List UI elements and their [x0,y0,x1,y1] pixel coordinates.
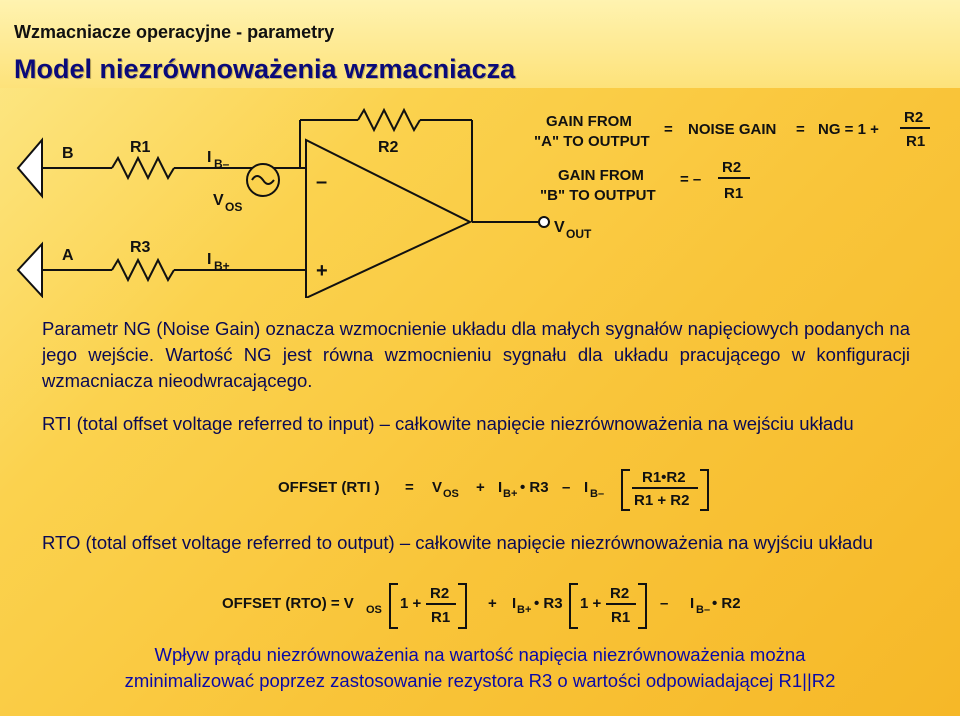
rto-r1a: R1 [431,609,451,626]
opamp-minus: – [316,171,328,193]
rto-lhs: OFFSET (RTO) = V [222,595,354,612]
footer-line2: zminimalizować poprzez zastosowanie rezystora R3 o wartości odpowiadającej R1||R2 [124,670,836,691]
rto-vsub: OS [366,604,382,616]
rto-i1sub: B+ [517,604,532,616]
rto-i2: I [690,595,695,612]
opamp-triangle [306,140,470,298]
label-r1: R1 [130,139,151,156]
vout-terminal [539,217,549,227]
gain-b-eq: = – [680,171,702,188]
rti-formula [0,466,960,516]
label-ib-plus: I [207,251,212,268]
label-b: B [62,145,74,162]
rto-r2a: R2 [430,585,450,602]
rti-plus: + [476,479,485,496]
gain-b-line1: GAIN FROM [558,167,644,184]
rto-formula [0,582,960,632]
rto-one-plus-a: 1 + [400,595,422,612]
footer-line1: Wpływ prądu niezrównoważenia na wartość napięcia niezrównoważenia można [154,644,806,665]
paragraph-noise-gain: Parametr NG (Noise Gain) oznacza wzmocnienie układu dla małych sygnałów napięciowych podanych na jego wejście. Wartość NG jest równa wzmocnieniu sygnału dla układu pracującego w konfiguracji wzmacniacza nieodwracającego. [42,318,910,391]
gain-b-r1: R1 [724,185,744,202]
label-vout: V [554,219,565,236]
rto-r2b: R2 [610,585,630,602]
label-ib-minus: I [207,149,212,166]
resistor-r1 [112,158,174,178]
ng-r2: R2 [904,109,924,126]
rti-vsub: OS [443,488,459,500]
rti-i1sub: B+ [503,488,518,500]
ng-r1: R1 [906,133,926,150]
rti-i2: I [584,479,589,496]
ground-symbol-a [18,244,42,296]
ng-label: NG = 1 + [818,121,879,138]
gain-a-eq2: = [796,121,805,138]
resistor-r2 [358,110,420,130]
rti-i1: I [498,479,503,496]
noise-gain-label: NOISE GAIN [688,121,777,138]
rti-num: R1•R2 [642,469,686,486]
resistor-r3 [112,260,174,280]
slide-supertitle: Wzmacniacze operacyjne - parametry [14,22,335,42]
paragraph-rto: RTO (total offset voltage referred to output) – całkowite napięcie niezrównoważenia na wyjściu układu [42,532,873,553]
rti-eq: = [405,479,414,496]
label-vos: V [213,192,224,209]
label-r3: R3 [130,239,151,256]
gain-a-line1: GAIN FROM [546,113,632,130]
rti-den: R1 + R2 [634,492,690,509]
gain-b-line2: "B" TO OUTPUT [540,187,656,204]
opamp-circuit-diagram [0,88,960,298]
rti-minus: – [562,479,571,496]
slide-title: Model niezrównoważenia wzmacniacza [14,54,516,84]
gain-a-eq: = [664,121,673,138]
rti-v: V [432,479,443,496]
rti-i2sub: B– [590,488,605,500]
footer-note [20,642,940,694]
rto-r3: • R3 [534,595,563,612]
rto-minus: – [660,595,669,612]
rti-r3: • R3 [520,479,549,496]
rto-r1b: R1 [611,609,631,626]
gain-b-r2: R2 [722,159,742,176]
label-vout-sub: OUT [566,227,592,241]
gain-a-line2: "A" TO OUTPUT [534,133,650,150]
rto-plus: + [488,595,497,612]
label-r2: R2 [378,139,399,156]
label-ib-plus-sub: B+ [214,259,230,273]
rto-i2sub: B– [696,604,711,616]
paragraph-rti: RTI (total offset voltage referred to input) – całkowite napięcie niezrównoważenia na wejściu układu [42,413,854,434]
ground-symbol-b [18,140,42,196]
rti-lhs: OFFSET (RTI ) [278,479,380,496]
rto-one-plus-b: 1 + [580,595,602,612]
opamp-plus: + [316,260,328,282]
label-ib-minus-sub: B– [214,157,230,171]
rto-i1: I [512,595,517,612]
label-vos-sub: OS [225,200,243,214]
rto-r2c: • R2 [712,595,741,612]
label-a: A [62,247,74,264]
